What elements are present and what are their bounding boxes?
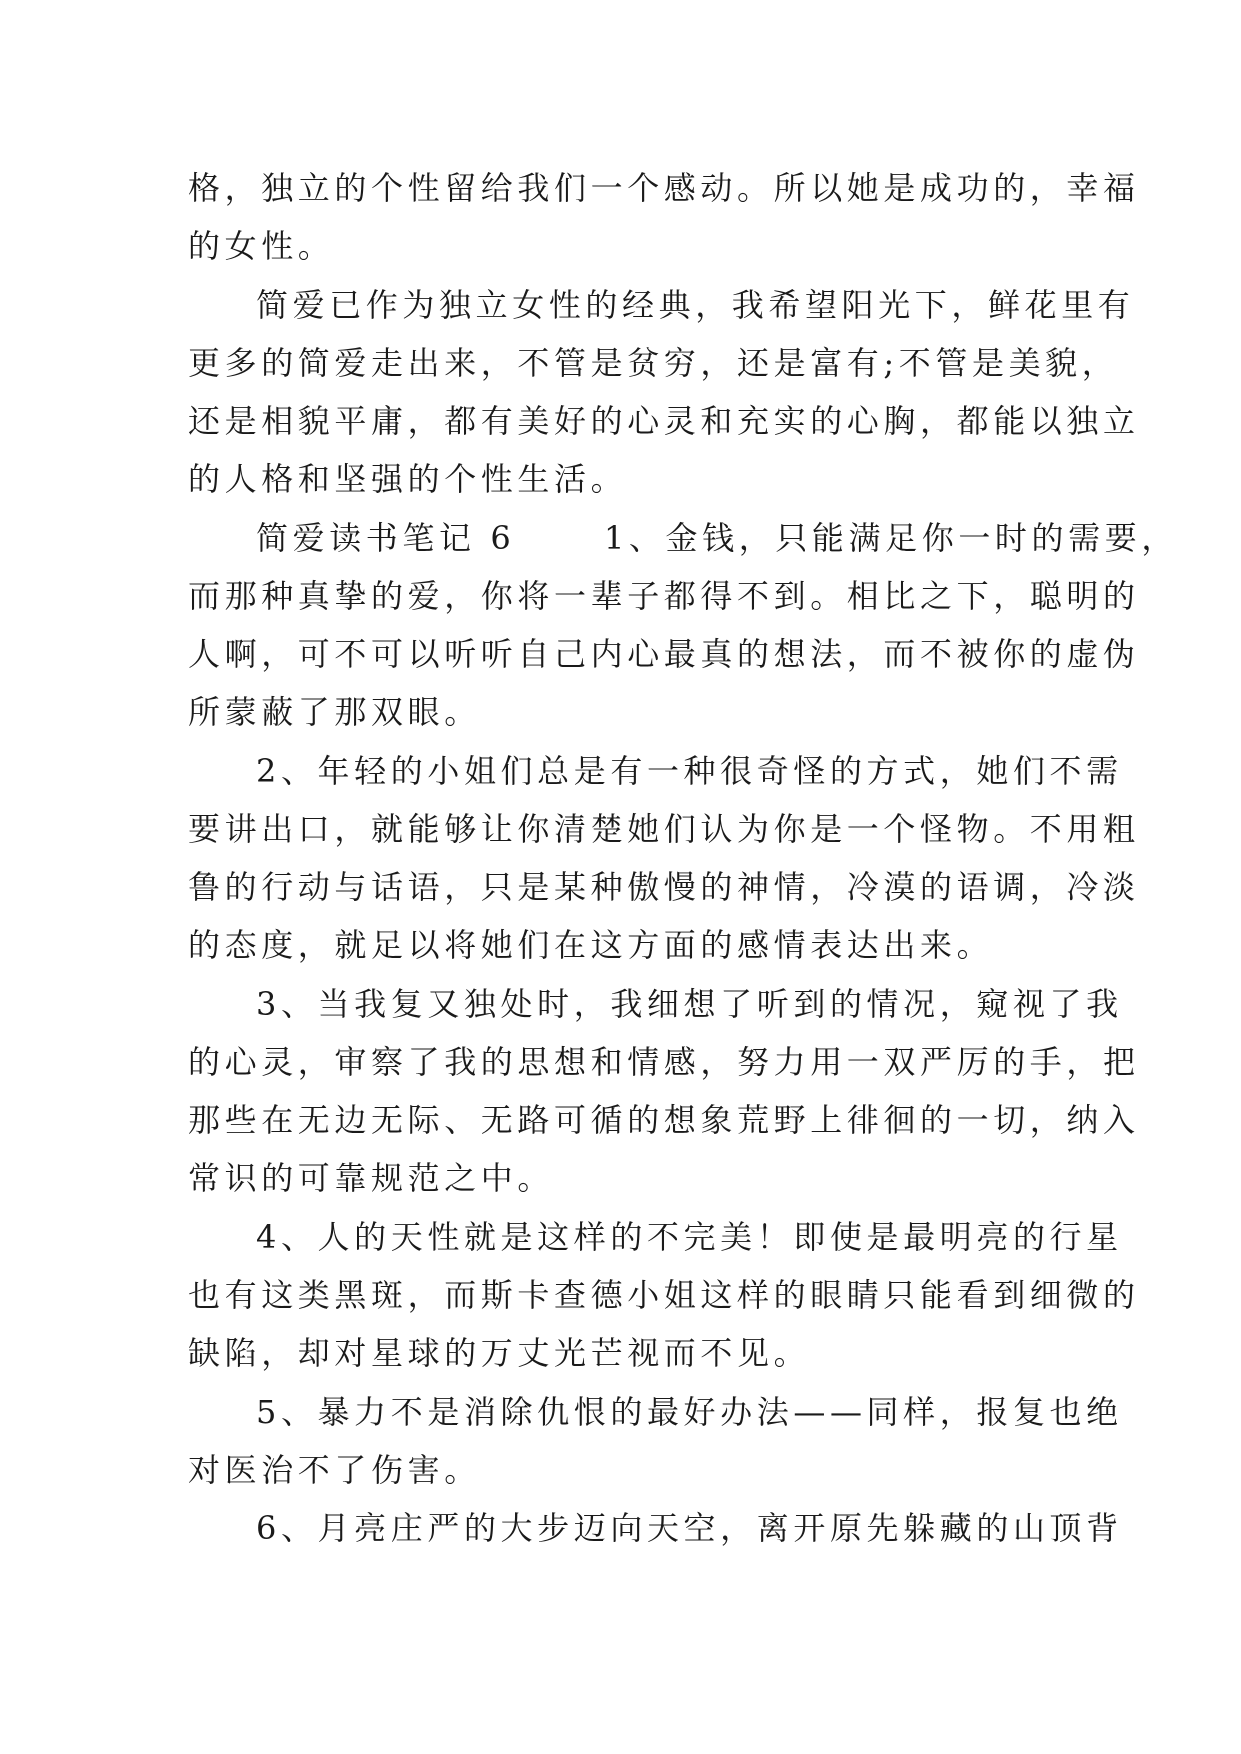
text-line: 更多的简爱走出来，不管是贫穷，还是富有;不管是美貌， xyxy=(188,344,1119,382)
text-line: 3、当我复又独处时，我细想了听到的情况，窥视了我 xyxy=(256,985,1123,1023)
text-line: 格，独立的个性留给我们一个感动。所以她是成功的，幸福 xyxy=(188,169,1140,207)
text-line: 常识的可靠规范之中。 xyxy=(188,1159,555,1197)
text-line: 人啊，可不可以听听自己内心最真的想法，而不被你的虚伪 xyxy=(188,635,1140,673)
text-line: 6、月亮庄严的大步迈向天空，离开原先躲藏的山顶背 xyxy=(256,1509,1123,1547)
text-line: 而那种真挚的爱，你将一辈子都得不到。相比之下，聪明的 xyxy=(188,577,1140,615)
text-line: 缺陷，却对星球的万丈光芒视而不见。 xyxy=(188,1334,811,1372)
text-line: 的女性。 xyxy=(188,227,335,265)
text-line: 要讲出口，就能够让你清楚她们认为你是一个怪物。不用粗 xyxy=(188,810,1140,848)
text-line: 鲁的行动与话语，只是某种傲慢的神情，冷漠的语调，冷淡 xyxy=(188,868,1140,906)
text-line: 那些在无边无际、无路可循的想象荒野上徘徊的一切，纳入 xyxy=(188,1101,1140,1139)
text-line: 简爱读书笔记 6 1、金钱，只能满足你一时的需要， xyxy=(256,519,1178,557)
text-line: 5、暴力不是消除仇恨的最好办法——同样，报复也绝 xyxy=(256,1393,1123,1431)
text-line: 所蒙蔽了那双眼。 xyxy=(188,693,481,731)
text-line: 简爱已作为独立女性的经典，我希望阳光下，鲜花里有 xyxy=(256,286,1135,324)
text-line: 4、人的天性就是这样的不完美！即使是最明亮的行星 xyxy=(256,1218,1123,1256)
text-line: 的态度，就足以将她们在这方面的感情表达出来。 xyxy=(188,926,994,964)
text-line: 也有这类黑斑，而斯卡查德小姐这样的眼睛只能看到细微的 xyxy=(188,1276,1140,1314)
text-line: 的心灵，审察了我的思想和情感，努力用一双严厉的手，把 xyxy=(188,1043,1140,1081)
text-line: 的人格和坚强的个性生活。 xyxy=(188,460,628,498)
text-line: 还是相貌平庸，都有美好的心灵和充实的心胸，都能以独立 xyxy=(188,402,1140,440)
text-line: 对医治不了伤害。 xyxy=(188,1451,481,1489)
text-line: 2、年轻的小姐们总是有一种很奇怪的方式，她们不需 xyxy=(256,752,1123,790)
